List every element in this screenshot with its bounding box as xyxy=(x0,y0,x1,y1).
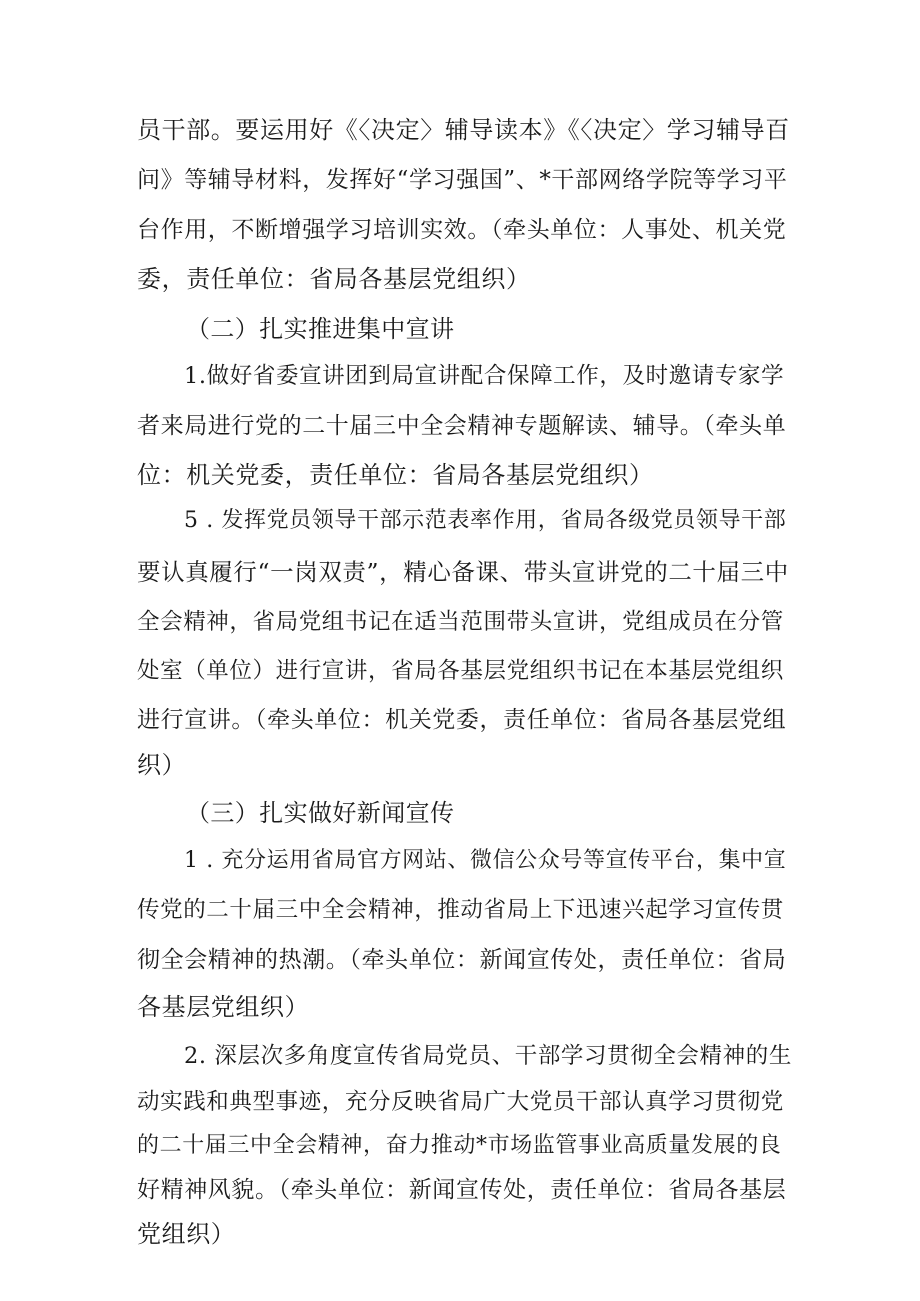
text-line: 处室（单位）进行宣讲，省局各基层党组织书记在本基层党组织 xyxy=(137,658,784,684)
text-line: 台作用，不断增强学习培训实效。（牵头单位：人事处、机关党 xyxy=(137,217,787,243)
text-line: 彻全会精神的热潮。（牵头单位：新闻宣传处，责任单位：省局 xyxy=(137,947,787,973)
text-line: 的二十届三中全会精神，奋力推动*市场监管事业高质量发展的良 xyxy=(137,1133,782,1158)
text-line: 位：机关党委，责任单位：省局各基层党组织） xyxy=(137,461,654,489)
text-line: 进行宣讲。（牵头单位：机关党委，责任单位：省局各基层党组 xyxy=(137,707,787,733)
text-line: 问》等辅导材料，发挥好“学习强国”、*干部网络学院等学习平 xyxy=(137,167,788,193)
text-line: 2. 深层次多角度宣传省局党员、干部学习贯彻全会精神的生 xyxy=(184,1043,792,1069)
text-line: 动实践和典型事迹，充分反映省局广大党员干部认真学习贯彻党 xyxy=(137,1089,784,1115)
heading-text: （二）扎实推进集中宣讲 xyxy=(186,315,455,343)
text-line: 者来局进行党的二十届三中全会精神专题解读、辅导。（牵头单 xyxy=(137,413,787,439)
text-line: 各基层党组织） xyxy=(137,993,310,1021)
text-line: 织） xyxy=(137,751,187,779)
text-line: 党组织） xyxy=(137,1220,236,1248)
text-line: 好精神风貌。（牵头单位：新闻宣传处，责任单位：省局各基层 xyxy=(137,1177,787,1203)
text-line: 1.做好省委宣讲团到局宣讲配合保障工作，及时邀请专家学 xyxy=(184,363,785,389)
text-line: 全会精神，省局党组书记在适当范围带头宣讲，党组成员在分管 xyxy=(137,609,784,635)
text-line: 要认真履行“一岗双责”，精心备课、带头宣讲党的二十届三中 xyxy=(137,558,789,586)
text-line: 1 . 充分运用省局官方网站、微信公众号等宣传平台，集中宣 xyxy=(184,848,787,873)
heading-text: （三）扎实做好新闻宣传 xyxy=(186,799,455,827)
text-line: 传党的二十届三中全会精神，推动省局上下迅速兴起学习宣传贯 xyxy=(137,897,784,923)
text-line: 员干部。要运用好《〈决定〉辅导读本》《〈决定〉学习辅导百 xyxy=(137,116,790,144)
text-line: 委，责任单位：省局各基层党组织） xyxy=(137,265,531,293)
text-line: 5 . 发挥党员领导干部示范表率作用，省局各级党员领导干部 xyxy=(184,508,787,533)
